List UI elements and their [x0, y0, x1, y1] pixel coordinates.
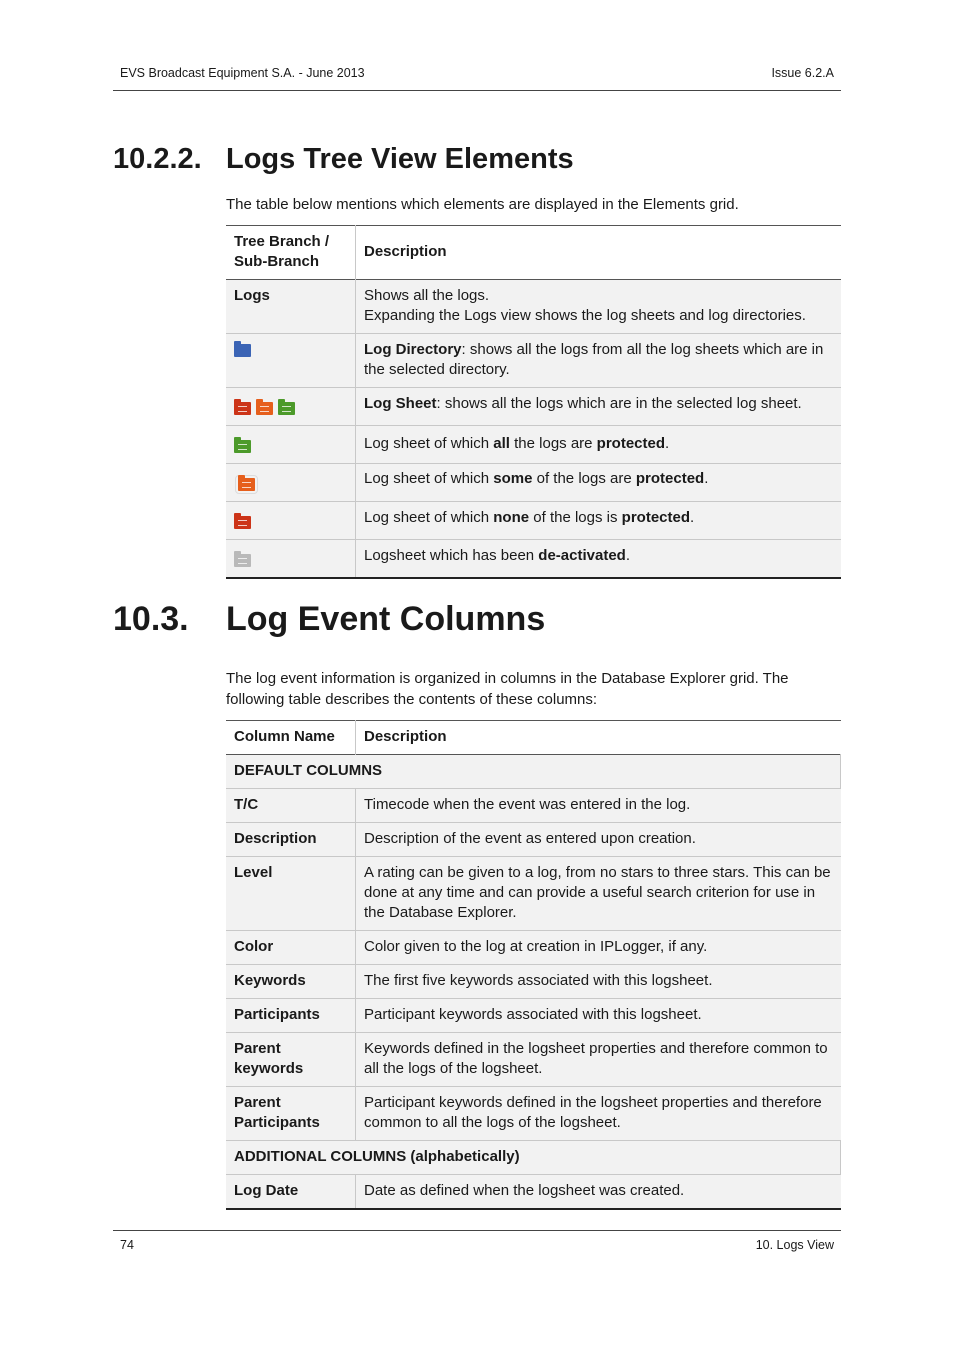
table-header-row: [226, 226, 841, 280]
column-description: The first five keywords associated with this logsheet.: [364, 972, 713, 989]
column-header: Description: [356, 226, 842, 280]
description-text: .: [625, 547, 631, 564]
table-row: [226, 857, 841, 931]
column-description: Participant keywords associated with this logsheet.: [364, 1006, 702, 1023]
section1-intro: The table below mentions which elements are displayed in the Elements grid.: [226, 196, 739, 213]
column-name: Color: [226, 931, 356, 965]
description-line: Expanding the Logs view shows the log sheets and log directories.: [364, 307, 806, 324]
description-text: Log sheet of which: [364, 435, 494, 452]
grey-logsheet-icon: [234, 554, 251, 567]
description-text: : shows all the logs from all the log sheets which are in the selected directory.: [364, 341, 824, 378]
description-text: .: [704, 470, 709, 487]
orange-logsheet-icon: [256, 402, 273, 415]
emphasis: de-activated: [538, 547, 626, 564]
description-text: of the logs is: [529, 509, 622, 526]
section-heading-10-2-2: [113, 143, 574, 176]
description-line: Shows all the logs.: [364, 287, 490, 304]
column-description: Description of the event as entered upon creation.: [364, 830, 696, 847]
description-text: Log sheet of which: [364, 470, 494, 487]
section-title: Log Event Columns: [226, 600, 546, 638]
branch-description: [356, 502, 842, 540]
table-row: [226, 502, 841, 540]
table-row: [226, 426, 841, 464]
green-logsheet-icon: [278, 402, 295, 415]
branch-description: [356, 280, 842, 334]
page-header: [113, 66, 841, 91]
column-description: A rating can be given to a log, from no stars to three stars. This can be done at any time and can provide a useful search criterion for use in the Database Explorer.: [364, 864, 831, 921]
branch-icon-cell: [226, 502, 356, 540]
table-row: [226, 823, 841, 857]
column-header: Tree Branch / Sub-Branch: [226, 226, 356, 280]
branch-icon-cell: [226, 334, 356, 388]
column-description: Participant keywords defined in the logsheet properties and therefore common to all the logs of the logsheet.: [364, 1094, 822, 1131]
branch-icon-cell: [226, 426, 356, 464]
branch-description: [356, 540, 842, 579]
emphasis: none: [493, 509, 530, 526]
column-header: Description: [356, 721, 841, 755]
section-title: Logs Tree View Elements: [226, 143, 574, 175]
section-heading-10-3: [113, 600, 545, 639]
table-row: [226, 931, 841, 965]
table-row: [226, 540, 841, 579]
term: Log Directory: [364, 341, 462, 358]
section-number: 10.3.: [113, 600, 189, 638]
blue-folder-icon: [234, 344, 251, 357]
emphasis: protected: [635, 470, 705, 487]
branch-icon-cell: [226, 464, 356, 502]
column-name: Parent Participants: [226, 1087, 356, 1141]
description-text: .: [665, 435, 670, 452]
emphasis: some: [493, 470, 533, 487]
table-row: [226, 999, 841, 1033]
term: Log Sheet: [364, 395, 437, 412]
description-text: Logsheet which has been: [364, 547, 539, 564]
table-row: [226, 789, 841, 823]
table-header-row: [226, 721, 841, 755]
section-row: [226, 755, 841, 789]
table-row: [226, 1087, 841, 1141]
branch-description: [356, 426, 842, 464]
column-name: Parent keywords: [226, 1033, 356, 1087]
red-logsheet-icon: [234, 402, 251, 415]
table-row: [226, 965, 841, 999]
column-name: Level: [226, 857, 356, 931]
page-number: 74: [120, 1238, 134, 1252]
green-logsheet-icon: [234, 440, 251, 453]
table-row: [226, 1033, 841, 1087]
log-event-columns-table: [226, 720, 841, 1210]
table-row: [226, 280, 841, 334]
section2-intro: The log event information is organized in columns in the Database Explorer grid. The following table describes the contents of these columns:: [226, 670, 789, 708]
tree-elements-table: [226, 225, 841, 579]
description-text: : shows all the logs which are in the selected log sheet.: [436, 395, 802, 412]
table-row: [226, 464, 841, 502]
column-name: Description: [226, 823, 356, 857]
additional-columns-heading: ADDITIONAL COLUMNS (alphabetically): [226, 1141, 841, 1175]
column-name: Keywords: [226, 965, 356, 999]
header-right: Issue 6.2.A: [771, 66, 834, 80]
branch-description: [356, 334, 842, 388]
red-logsheet-icon: [234, 516, 251, 529]
column-header: Column Name: [226, 721, 356, 755]
branch-icon-cell: [226, 388, 356, 426]
branch-description: [356, 464, 842, 502]
section-row: [226, 1141, 841, 1175]
orange-logsheet-icon: [238, 478, 255, 491]
table-row: [226, 1175, 841, 1210]
header-left: EVS Broadcast Equipment S.A. - June 2013: [120, 66, 365, 80]
description-text: Log sheet of which: [364, 509, 494, 526]
table-row: [226, 388, 841, 426]
column-name: Participants: [226, 999, 356, 1033]
footer-chapter: 10. Logs View: [755, 1238, 834, 1252]
emphasis: protected: [596, 435, 666, 452]
description-text: .: [690, 509, 695, 526]
table-row: [226, 334, 841, 388]
column-description: Keywords defined in the logsheet properties and therefore common to all the logs of the logsheet.: [364, 1040, 828, 1077]
description-text: of the logs are: [532, 470, 636, 487]
column-name: T/C: [226, 789, 356, 823]
emphasis: all: [493, 435, 510, 452]
branch-description: [356, 388, 842, 426]
description-text: the logs are: [509, 435, 597, 452]
section-number: 10.2.2.: [113, 143, 202, 175]
column-description: Timecode when the event was entered in the log.: [364, 796, 691, 813]
column-description: Date as defined when the logsheet was created.: [364, 1182, 685, 1199]
default-columns-heading: DEFAULT COLUMNS: [226, 755, 841, 789]
column-description: Color given to the log at creation in IPLogger, if any.: [364, 938, 708, 955]
column-name: Log Date: [226, 1175, 356, 1210]
emphasis: protected: [621, 509, 691, 526]
page-footer: [113, 1230, 841, 1252]
branch-icon-cell: [226, 540, 356, 579]
branch-name: Logs: [226, 280, 356, 334]
